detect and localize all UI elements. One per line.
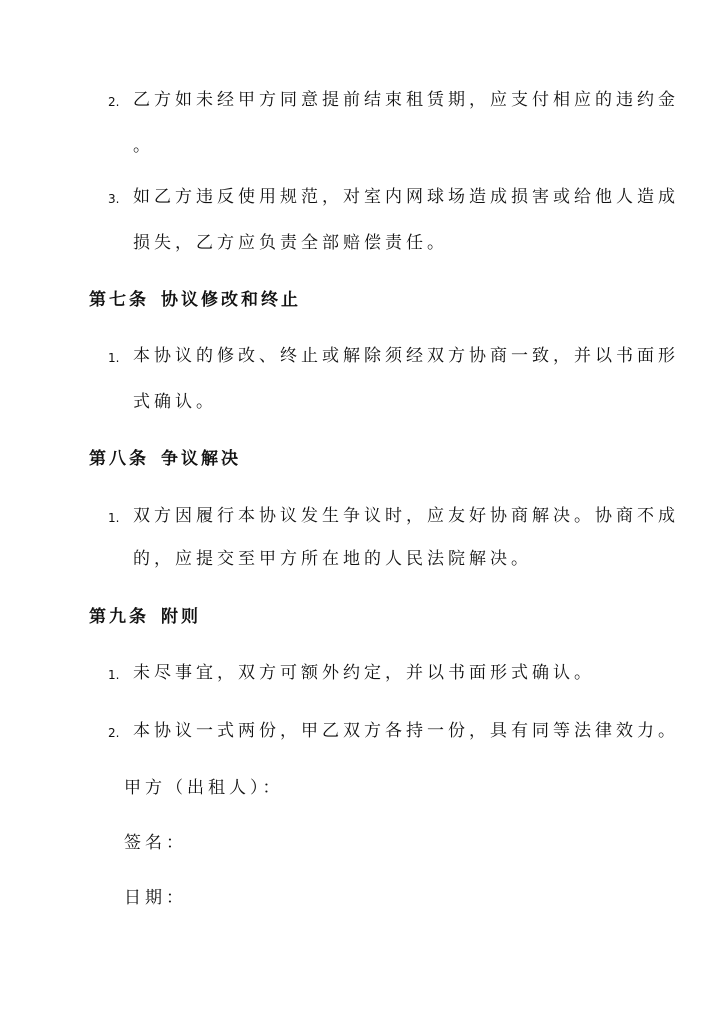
list-item-text-continued: 的，应提交至甲方所在地的人民法院解决。 <box>133 549 532 569</box>
list-number: 2. <box>108 95 120 109</box>
list-number: 1. <box>108 511 120 525</box>
list-number: 3. <box>108 192 120 206</box>
list-item-text: 本协议一式两份，甲乙双方各持一份，具有同等法律效力。 <box>133 721 679 741</box>
list-item-text: 本协议的修改、终止或解除须经双方协商一致，并以书面形 <box>133 346 679 366</box>
article-label: 第九条 <box>89 607 149 627</box>
article-9-heading <box>89 606 201 628</box>
article-7-heading <box>89 289 301 311</box>
article-8-heading <box>89 448 241 470</box>
list-number: 1. <box>108 351 120 365</box>
article-title: 协议修改和终止 <box>161 290 301 310</box>
signature-label: 签名： <box>124 833 187 853</box>
list-item-text-continued: 。 <box>133 136 154 156</box>
date-label: 日期： <box>124 888 187 908</box>
list-item-text-continued: 损失，乙方应负责全部赔偿责任。 <box>133 233 448 253</box>
list-item-text-continued: 式确认。 <box>133 392 217 412</box>
party-a-label: 甲方（出租人）： <box>124 778 284 798</box>
list-item-text: 如乙方违反使用规范，对室内网球场造成损害或给他人造成 <box>133 187 679 207</box>
list-item-text: 乙方如未经甲方同意提前结束租赁期，应支付相应的违约金 <box>133 90 679 110</box>
article-label: 第七条 <box>89 290 149 310</box>
list-item-text: 未尽事宜，双方可额外约定，并以书面形式确认。 <box>133 663 595 683</box>
list-number: 1. <box>108 668 120 682</box>
list-number: 2. <box>108 726 120 740</box>
article-label: 第八条 <box>89 449 149 469</box>
list-item-text: 双方因履行本协议发生争议时，应友好协商解决。协商不成 <box>133 506 679 526</box>
article-title: 争议解决 <box>161 449 241 469</box>
article-title: 附则 <box>161 607 201 627</box>
